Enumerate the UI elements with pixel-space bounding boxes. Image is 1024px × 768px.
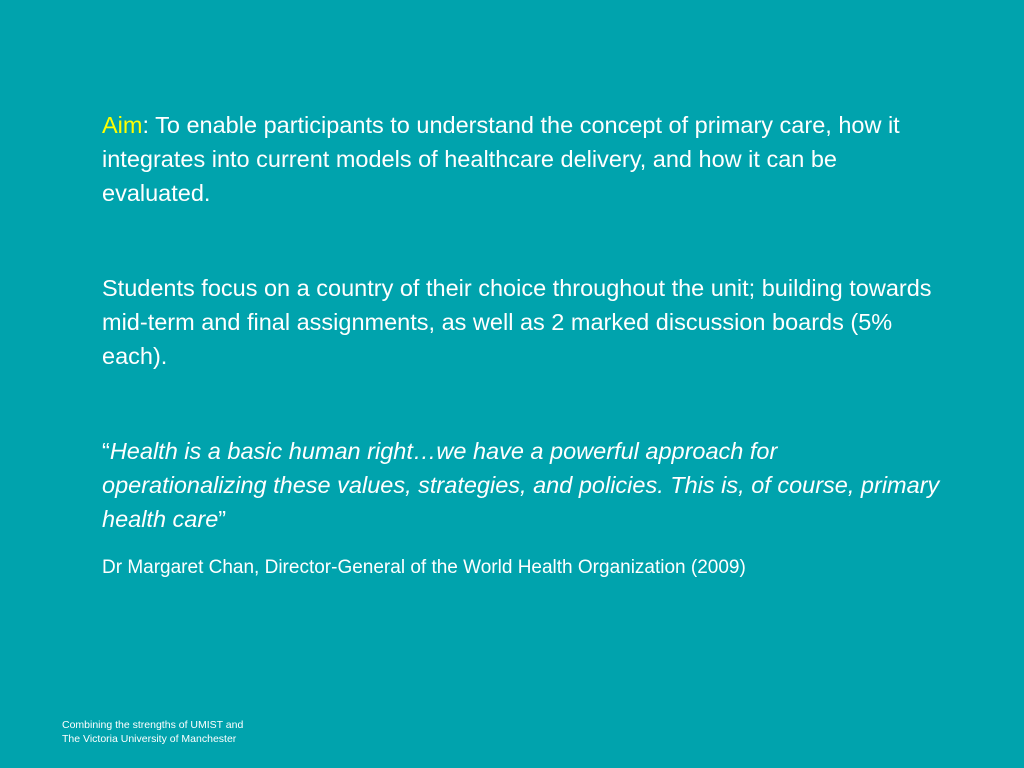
focus-paragraph: Students focus on a country of their choice throughout the unit; building towards mid-term and final assignments, as well as 2 marked discussion boards (5% each). <box>102 275 932 369</box>
quote-close-mark: ” <box>218 506 227 532</box>
footer-line-2: The Victoria University of Manchester <box>62 733 237 745</box>
quote-text: Health is a basic human right…we have a powerful approach for operationalizing these values, strategies, and policies. This is, of course, primary health care <box>102 438 940 532</box>
slide-body <box>102 108 942 581</box>
quote-open-mark: “ <box>102 438 110 464</box>
footer-line-1: Combining the strengths of UMIST and <box>62 719 244 731</box>
quote-attribution: Dr Margaret Chan, Director-General of the World Health Organization (2009) <box>102 557 746 578</box>
aim-text: : To enable participants to understand the concept of primary care, how it integrates into current models of healthcare delivery, and how it can be evaluated. <box>102 112 900 206</box>
aim-paragraph <box>102 108 942 210</box>
footer <box>62 718 243 746</box>
aim-label: Aim <box>102 112 143 138</box>
quote-paragraph <box>102 434 942 536</box>
